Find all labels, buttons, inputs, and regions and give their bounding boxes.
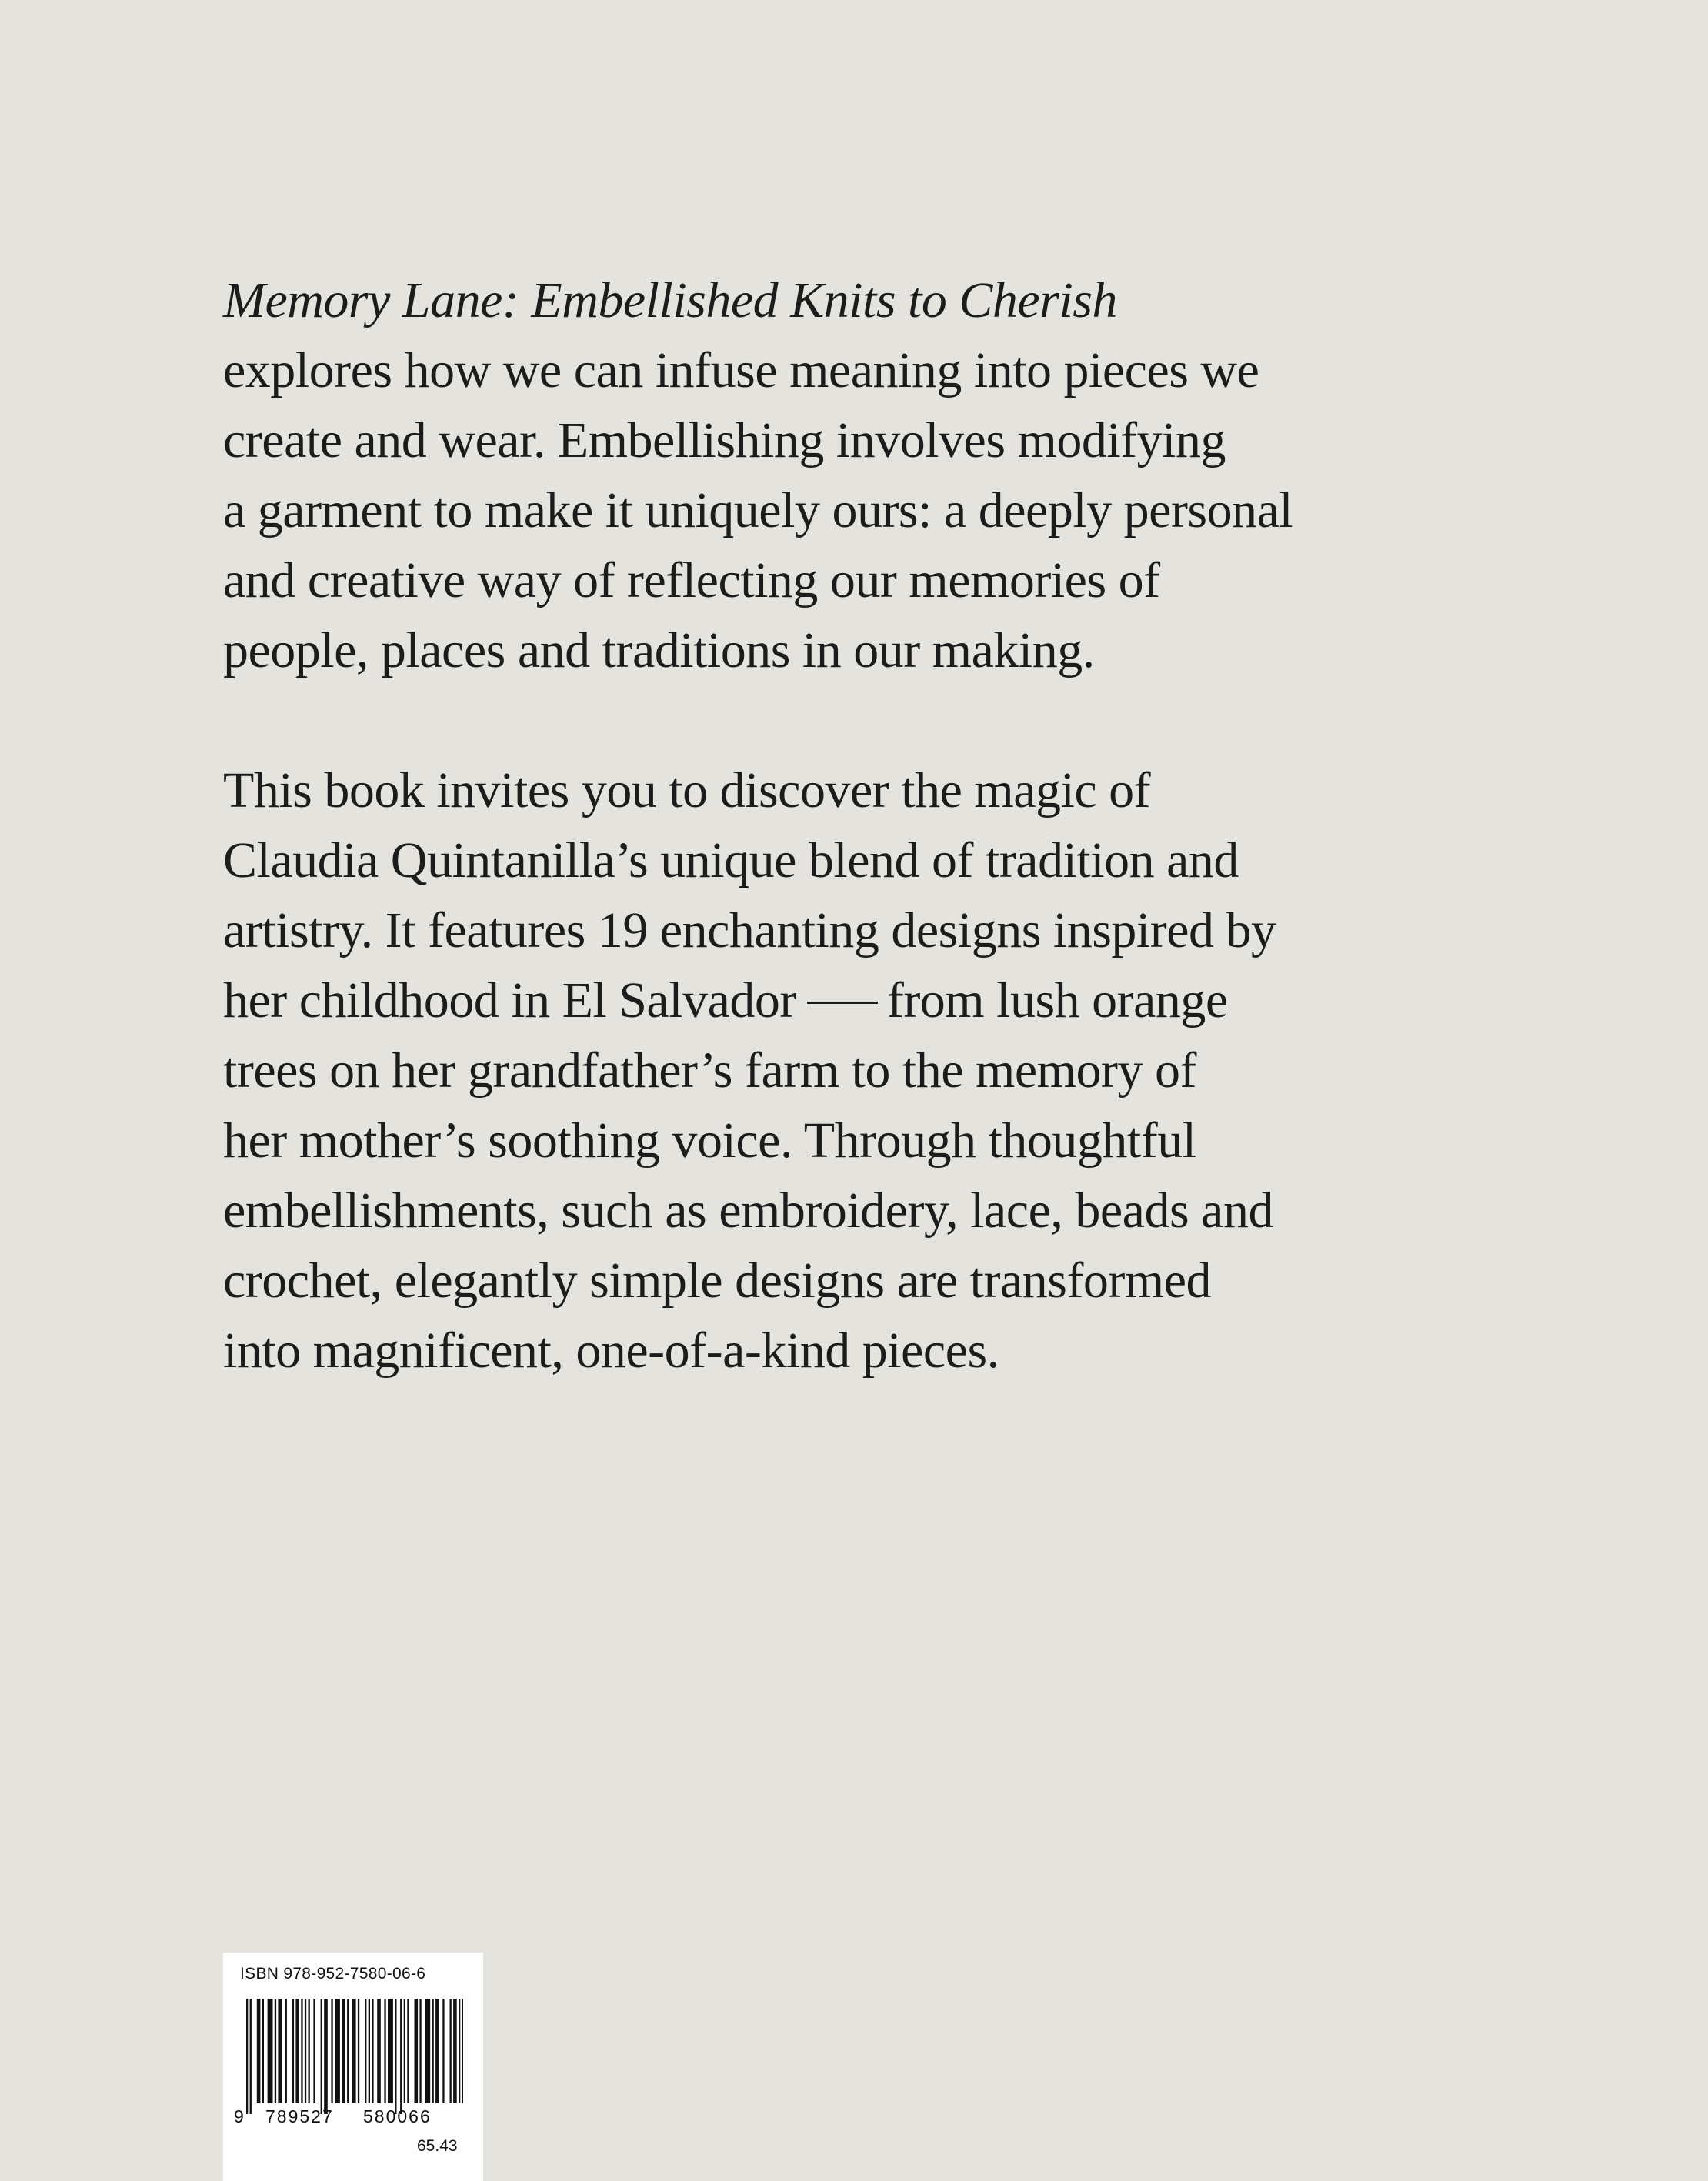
barcode-digit-first: 9 xyxy=(234,2106,244,2126)
barcode-bar xyxy=(321,1999,322,2114)
barcode-bar xyxy=(358,1999,359,2103)
barcode-bar xyxy=(395,1999,396,2114)
book-title: Memory Lane: Embellished Knits to Cherish xyxy=(223,272,1117,328)
barcode-bars xyxy=(246,1999,463,2114)
em-dash-rule xyxy=(807,1002,878,1004)
barcode-digits-right: 580066 xyxy=(363,2106,432,2126)
barcode-bar xyxy=(453,1999,457,2103)
blurb-line: a garment to make it uniquely ours: a deeply personal xyxy=(223,482,1293,539)
barcode-bar xyxy=(278,1999,282,2103)
barcode-bar xyxy=(450,1999,452,2103)
barcode-bar xyxy=(342,1999,345,2103)
barcode-bar xyxy=(377,1999,381,2103)
barcode-bar xyxy=(262,1999,264,2103)
blurb-line: embellishments, such as embroidery, lace, beads and xyxy=(223,1182,1273,1239)
barcode-bar xyxy=(285,1999,287,2103)
barcode-bar xyxy=(407,1999,409,2103)
blurb-fragment: from lush orange xyxy=(886,972,1228,1029)
barcode-bar xyxy=(419,1999,421,2103)
barcode-bar xyxy=(415,1999,419,2103)
barcode-bar xyxy=(425,1999,430,2103)
barcode-bar xyxy=(400,1999,402,2114)
barcode-digits-left: 789527 xyxy=(265,2106,334,2126)
barcode-bar xyxy=(384,1999,385,2103)
blurb-line: and creative way of reflecting our memories of xyxy=(223,552,1160,609)
isbn-label: ISBN 978-952-7580-06-6 xyxy=(240,1965,426,1983)
blurb-line: people, places and traditions in our making. xyxy=(223,622,1095,679)
barcode-bar xyxy=(292,1999,294,2103)
barcode-bar xyxy=(459,1999,460,2103)
barcode-bar xyxy=(435,1999,439,2103)
blurb-line: artistry. It features 19 enchanting designs inspired by xyxy=(223,902,1276,959)
barcode-bar xyxy=(295,1999,299,2103)
barcode-bar xyxy=(309,1999,310,2103)
blurb-line: trees on her grandfather’s farm to the memory of xyxy=(223,1042,1196,1099)
blurb-line: her mother’s soothing voice. Through thoughtful xyxy=(223,1112,1196,1169)
barcode-bar xyxy=(301,1999,302,2103)
price-code: 65.43 xyxy=(417,2137,458,2155)
barcode-bar xyxy=(388,1999,393,2103)
barcode-bar xyxy=(432,1999,434,2103)
barcode-bar xyxy=(404,1999,405,2103)
blurb-fragment: her childhood in El Salvador xyxy=(223,972,796,1029)
barcode-bar xyxy=(369,1999,370,2103)
blurb-line: This book invites you to discover the magic of xyxy=(223,762,1151,819)
barcode-bar xyxy=(268,1999,273,2103)
blurb-line: Claudia Quintanilla’s unique blend of tradition and xyxy=(223,832,1239,889)
blurb-line: into magnificent, one-of-a-kind pieces. xyxy=(223,1322,999,1379)
barcode-bar xyxy=(250,1999,252,2114)
blurb-line-with-dash xyxy=(223,965,1454,1035)
paragraph-gap xyxy=(223,685,1454,755)
barcode-bar xyxy=(305,1999,306,2103)
back-cover-blurb xyxy=(223,265,1454,1386)
barcode-bar xyxy=(335,1999,340,2103)
barcode-bar xyxy=(442,1999,444,2103)
barcode-bar xyxy=(331,1999,332,2103)
barcode-bar xyxy=(352,1999,356,2103)
barcode-bar xyxy=(324,1999,328,2114)
blurb-line: crochet, elegantly simple designs are transformed xyxy=(223,1252,1212,1309)
barcode-bar xyxy=(246,1999,248,2114)
barcode-bar xyxy=(372,1999,373,2103)
barcode-bar xyxy=(257,1999,261,2103)
isbn-barcode-box xyxy=(223,1953,483,2181)
blurb-line: explores how we can infuse meaning into pieces we xyxy=(223,342,1259,399)
barcode-bar xyxy=(313,1999,315,2103)
barcode-bar xyxy=(275,1999,276,2103)
barcode-bar xyxy=(462,1999,463,2103)
blurb-line: create and wear. Embellishing involves modifying xyxy=(223,412,1226,469)
barcode-bar xyxy=(365,1999,366,2103)
barcode-bar xyxy=(347,1999,349,2103)
